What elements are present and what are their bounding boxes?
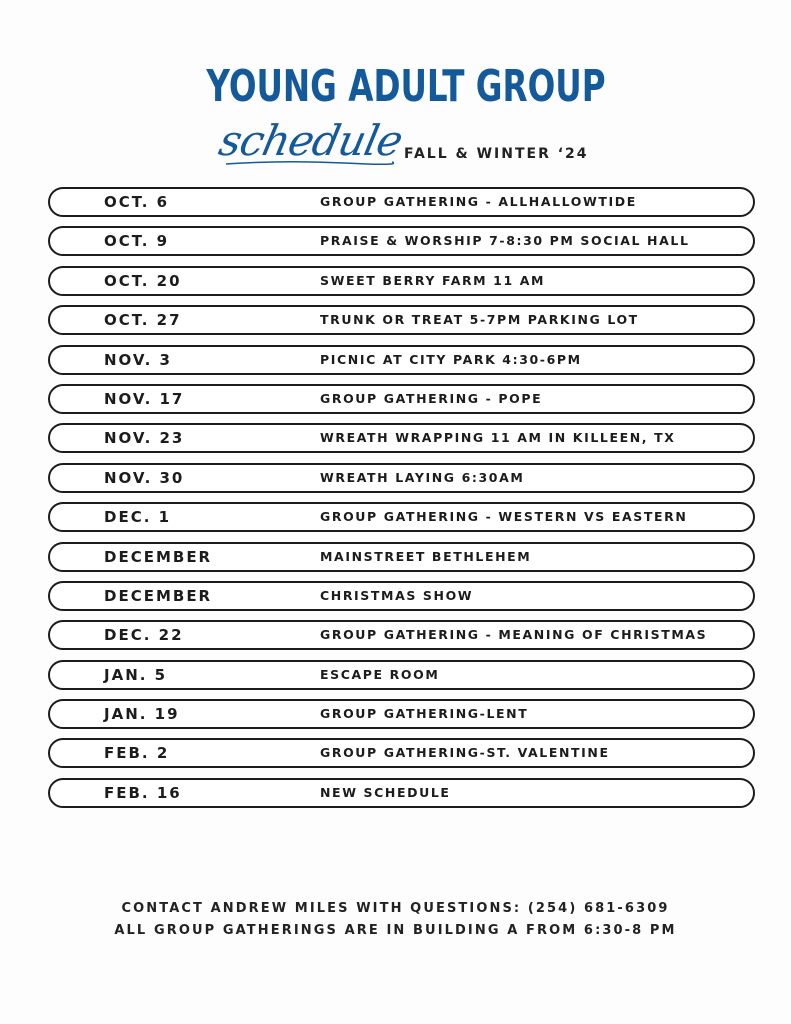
event-date: JAN. 5 [104, 665, 168, 684]
event-date: DECEMBER [104, 586, 213, 605]
event-date: OCT. 20 [104, 271, 182, 290]
event-description: GROUP GATHERING - POPE [320, 390, 543, 406]
schedule-row [48, 660, 755, 690]
schedule-row [48, 187, 755, 217]
schedule-row [48, 620, 755, 650]
schedule-row [48, 542, 755, 572]
event-description: WREATH LAYING 6:30AM [320, 469, 525, 485]
schedule-row [48, 384, 755, 414]
event-date: FEB. 2 [104, 744, 170, 763]
footer-notes [0, 898, 791, 942]
event-date: OCT. 27 [104, 311, 182, 330]
schedule-list [48, 187, 755, 817]
event-date: DECEMBER [104, 547, 213, 566]
event-date: JAN. 19 [104, 705, 180, 724]
event-description: MAINSTREET BETHLEHEM [320, 548, 532, 564]
subtitle-row [214, 116, 640, 166]
contact-line: CONTACT ANDREW MILES WITH QUESTIONS: (254) 681-6309 [121, 901, 670, 916]
event-description: GROUP GATHERING - ALLHALLOWTIDE [320, 194, 637, 209]
event-description: TRUNK OR TREAT 5-7PM PARKING LOT [320, 312, 639, 328]
schedule-row [48, 699, 755, 729]
event-description: PRAISE & WORSHIP 7-8:30 PM SOCIAL HALL [320, 233, 690, 249]
event-date: NOV. 17 [104, 389, 185, 408]
event-description: GROUP GATHERING-ST. VALENTINE [320, 745, 610, 761]
event-description: GROUP GATHERING-LENT [320, 706, 529, 722]
season-label: FALL & WINTER ‘24 [404, 146, 589, 162]
schedule-row [48, 423, 755, 453]
schedule-row [48, 266, 755, 296]
event-date: DEC. 1 [104, 508, 172, 527]
script-flourish-icon [224, 160, 394, 166]
script-subtitle: schedule [214, 116, 407, 165]
schedule-row [48, 226, 755, 256]
schedule-row [48, 581, 755, 611]
event-description: WREATH WRAPPING 11 AM IN KILLEEN, TX [320, 430, 676, 446]
event-date: FEB. 16 [104, 783, 182, 802]
event-date: OCT. 9 [104, 232, 170, 251]
event-description: SWEET BERRY FARM 11 AM [320, 272, 546, 288]
event-description: GROUP GATHERING - WESTERN VS EASTERN [320, 509, 688, 525]
event-date: DEC. 22 [104, 626, 184, 645]
schedule-row [48, 305, 755, 335]
event-description: PICNIC AT CITY PARK 4:30-6PM [320, 351, 582, 367]
event-date: NOV. 23 [104, 429, 185, 448]
schedule-row [48, 778, 755, 808]
page-title: YOUNG ADULT GROUP [206, 61, 606, 112]
schedule-row [48, 345, 755, 375]
event-date: OCT. 6 [104, 193, 170, 211]
schedule-row [48, 502, 755, 532]
event-description: GROUP GATHERING - MEANING OF CHRISTMAS [320, 627, 708, 643]
schedule-row [48, 463, 755, 493]
location-note: ALL GROUP GATHERINGS ARE IN BUILDING A FROM 6:30-8 PM [114, 923, 677, 938]
event-description: CHRISTMAS SHOW [320, 587, 474, 603]
schedule-row [48, 738, 755, 768]
event-date: NOV. 3 [104, 350, 172, 369]
event-description: NEW SCHEDULE [320, 784, 451, 800]
event-date: NOV. 30 [104, 468, 185, 487]
event-description: ESCAPE ROOM [320, 666, 440, 682]
